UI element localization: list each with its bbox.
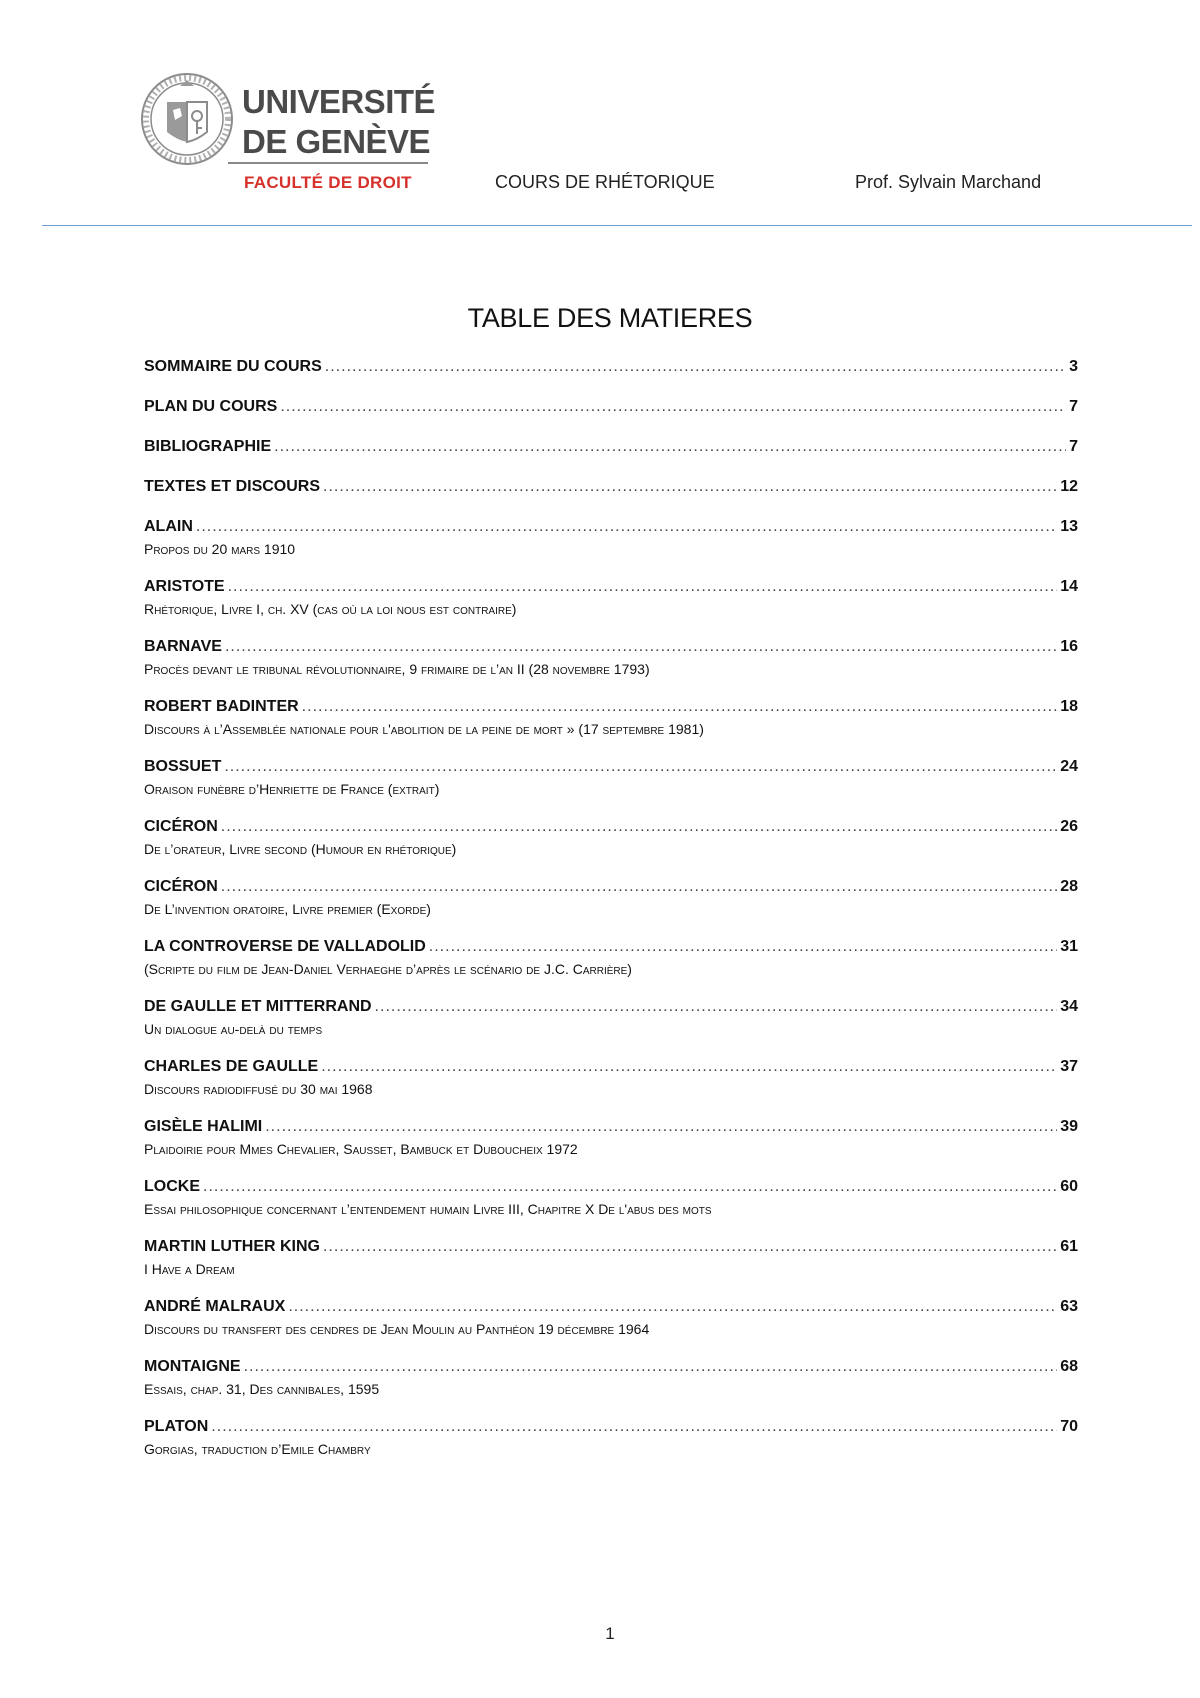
toc-leader-dots [280, 396, 1066, 418]
toc-entry-page[interactable]: 3 [1069, 358, 1078, 375]
toc-entry-line[interactable] [144, 476, 1078, 498]
toc-leader-dots [228, 576, 1058, 598]
toc-leader-dots [221, 876, 1057, 898]
toc-entry-label[interactable]: CICÉRON [144, 818, 218, 835]
toc-entry-label[interactable]: MONTAIGNE [144, 1358, 241, 1375]
toc-entry-page[interactable]: 18 [1060, 698, 1078, 715]
toc-entry[interactable] [144, 1116, 1078, 1160]
toc-entry-subtitle: (Scripte du film de Jean-Daniel Verhaeghe d’après le scénario de J.C. Carrière) [144, 961, 632, 977]
toc-entry[interactable] [144, 756, 1078, 800]
toc-entry-label[interactable]: CICÉRON [144, 878, 218, 895]
faculty-name: FACULTÉ DE DROIT [244, 173, 412, 192]
toc-entry-page[interactable]: 63 [1060, 1298, 1078, 1315]
toc-entry-label[interactable]: MARTIN LUTHER KING [144, 1238, 320, 1255]
toc-entry-page[interactable]: 7 [1069, 438, 1078, 455]
university-name-line2: DE GENÈVE [242, 123, 431, 160]
toc-entry-line[interactable] [144, 636, 1078, 658]
toc-entry-subtitle: De L’invention oratoire, Livre premier (Exorde) [144, 901, 431, 917]
toc-entry-label[interactable]: ARISTOTE [144, 578, 225, 595]
toc-entry-subtitle: Un dialogue au-delà du temps [144, 1021, 323, 1037]
university-name [242, 82, 435, 162]
toc-leader-dots [429, 936, 1057, 958]
toc-entry[interactable] [144, 516, 1078, 560]
toc-entry-page[interactable]: 61 [1060, 1238, 1078, 1255]
toc-entry-subtitle: I Have a Dream [144, 1261, 235, 1277]
toc-entry-line[interactable] [144, 576, 1078, 598]
toc-entry-page[interactable]: 7 [1069, 398, 1078, 415]
toc-entry-subtitle: Rhétorique, Livre I, ch. XV (cas où la loi nous est contraire) [144, 601, 517, 617]
university-seal-icon [140, 72, 234, 166]
toc-entry-subtitle: Oraison funèbre d’Henriette de France (extrait) [144, 781, 440, 797]
toc-leader-dots [225, 636, 1057, 658]
toc-entry-line[interactable] [144, 436, 1078, 458]
toc-entry-page[interactable]: 70 [1060, 1418, 1078, 1435]
toc-leader-dots [203, 1176, 1057, 1198]
professor-name: Prof. Sylvain Marchand [855, 172, 1042, 192]
header-divider [42, 225, 1192, 226]
toc-entry-label[interactable]: DE GAULLE ET MITTERRAND [144, 998, 372, 1015]
toc-entry-subtitle: Procès devant le tribunal révolutionnaire, 9 frimaire de l’an II (28 novembre 1793) [144, 661, 650, 677]
toc-entry-label[interactable]: LA CONTROVERSE DE VALLADOLID [144, 938, 426, 955]
toc-entry-line[interactable] [144, 1056, 1078, 1078]
toc-leader-dots [325, 356, 1066, 378]
toc-entry-page[interactable]: 68 [1060, 1358, 1078, 1375]
toc-entry-subtitle: Discours à l’Assemblée nationale pour l'abolition de la peine de mort » (17 septembre 1981) [144, 721, 704, 737]
toc-entry-label[interactable]: ROBERT BADINTER [144, 698, 299, 715]
toc-entry-label[interactable]: PLATON [144, 1418, 209, 1435]
toc-entry-label[interactable]: ANDRÉ MALRAUX [144, 1298, 286, 1315]
toc-entry[interactable] [144, 436, 1078, 458]
toc-entry-page[interactable]: 13 [1060, 518, 1078, 535]
toc-leader-dots [321, 1056, 1057, 1078]
toc-entry-line[interactable] [144, 996, 1078, 1018]
toc-entry-line[interactable] [144, 1416, 1078, 1438]
toc-entry-subtitle: Essais, chap. 31, Des cannibales, 1595 [144, 1381, 380, 1397]
toc-entry-line[interactable] [144, 1116, 1078, 1138]
toc-entry[interactable] [144, 1176, 1078, 1220]
toc-entry-subtitle: Discours radiodiffusé du 30 mai 1968 [144, 1081, 373, 1097]
toc-entry[interactable] [144, 396, 1078, 418]
toc-entry-page[interactable]: 16 [1060, 638, 1078, 655]
toc-title: TABLE DES MATIERES [467, 303, 753, 333]
toc-entry[interactable] [144, 876, 1078, 920]
toc-entry[interactable] [144, 476, 1078, 498]
toc-entry-line[interactable] [144, 1356, 1078, 1378]
toc-leader-dots [196, 516, 1057, 538]
toc-leader-dots [221, 816, 1057, 838]
toc-entry-label[interactable]: LOCKE [144, 1178, 200, 1195]
toc-entry-line[interactable] [144, 756, 1078, 778]
toc-entry[interactable] [144, 356, 1078, 378]
toc-entry-page[interactable]: 39 [1060, 1118, 1078, 1135]
toc-entry-line[interactable] [144, 516, 1078, 538]
toc-entry-label[interactable]: SOMMAIRE DU COURS [144, 358, 322, 375]
toc-leader-dots [224, 756, 1057, 778]
toc-entry[interactable] [144, 1056, 1078, 1100]
toc-entry[interactable] [144, 936, 1078, 980]
table-of-contents [144, 356, 1078, 1476]
toc-leader-dots [375, 996, 1058, 1018]
toc-entry-label[interactable]: BIBLIOGRAPHIE [144, 438, 272, 455]
toc-entry-label[interactable]: TEXTES ET DISCOURS [144, 478, 321, 495]
toc-entry-label[interactable]: CHARLES DE GAULLE [144, 1058, 319, 1075]
toc-entry[interactable] [144, 696, 1078, 740]
toc-leader-dots [323, 476, 1057, 498]
toc-entry-line[interactable] [144, 936, 1078, 958]
page-number: 1 [605, 1624, 615, 1643]
toc-entry[interactable] [144, 1356, 1078, 1400]
university-logo [140, 72, 440, 197]
toc-entry[interactable] [144, 576, 1078, 620]
toc-leader-dots [274, 436, 1066, 458]
toc-entry-page[interactable]: 34 [1060, 998, 1078, 1015]
toc-entry[interactable] [144, 1416, 1078, 1460]
page-header [0, 0, 1200, 230]
toc-leader-dots [244, 1356, 1058, 1378]
toc-entry-page[interactable]: 24 [1060, 758, 1078, 775]
toc-entry-page[interactable]: 31 [1060, 938, 1078, 955]
toc-entry-page[interactable]: 14 [1060, 578, 1078, 595]
toc-entry-label[interactable]: GISÈLE HALIMI [144, 1118, 263, 1135]
university-name-line1: UNIVERSITÉ [242, 83, 436, 120]
toc-entry-line[interactable] [144, 396, 1078, 418]
toc-entry-line[interactable] [144, 696, 1078, 718]
logo-divider [228, 162, 428, 164]
toc-entry-subtitle: Propos du 20 mars 1910 [144, 541, 296, 557]
toc-entry-subtitle: Gorgias, traduction d’Emile Chambry [144, 1441, 371, 1457]
toc-entry-line[interactable] [144, 1236, 1078, 1258]
toc-entry-page[interactable]: 26 [1060, 818, 1078, 835]
toc-entry-subtitle: Discours du transfert des cendres de Jean Moulin au Panthéon 19 décembre 1964 [144, 1321, 650, 1337]
toc-entry[interactable] [144, 996, 1078, 1040]
toc-entry-label[interactable]: BARNAVE [144, 638, 222, 655]
toc-entry-subtitle: De l’orateur, Livre second (Humour en rhétorique) [144, 841, 457, 857]
toc-leader-dots [265, 1116, 1057, 1138]
toc-leader-dots [302, 696, 1058, 718]
toc-entry-line[interactable] [144, 356, 1078, 378]
toc-entry-line[interactable] [144, 1176, 1078, 1198]
toc-entry-page[interactable]: 37 [1060, 1058, 1078, 1075]
toc-entry-page[interactable]: 12 [1060, 478, 1078, 495]
toc-entry[interactable] [144, 1236, 1078, 1280]
toc-entry-label[interactable]: PLAN DU COURS [144, 398, 278, 415]
toc-leader-dots [288, 1296, 1057, 1318]
toc-entry-label[interactable]: BOSSUET [144, 758, 222, 775]
course-title: COURS DE RHÉTORIQUE [495, 172, 715, 192]
toc-entry-line[interactable] [144, 1296, 1078, 1318]
toc-entry-line[interactable] [144, 816, 1078, 838]
toc-entry[interactable] [144, 816, 1078, 860]
toc-entry-line[interactable] [144, 876, 1078, 898]
toc-entry-label[interactable]: ALAIN [144, 518, 193, 535]
toc-entry-subtitle: Essai philosophique concernant l’entendement humain Livre III, Chapitre X De l'abus des mots [144, 1201, 712, 1217]
toc-leader-dots [211, 1416, 1057, 1438]
toc-entry[interactable] [144, 1296, 1078, 1340]
toc-entry-page[interactable]: 60 [1060, 1178, 1078, 1195]
toc-entry-subtitle: Plaidoirie pour Mmes Chevalier, Sausset, Bambuck et Duboucheix 1972 [144, 1141, 578, 1157]
toc-entry-page[interactable]: 28 [1060, 878, 1078, 895]
toc-leader-dots [323, 1236, 1057, 1258]
toc-entry[interactable] [144, 636, 1078, 680]
